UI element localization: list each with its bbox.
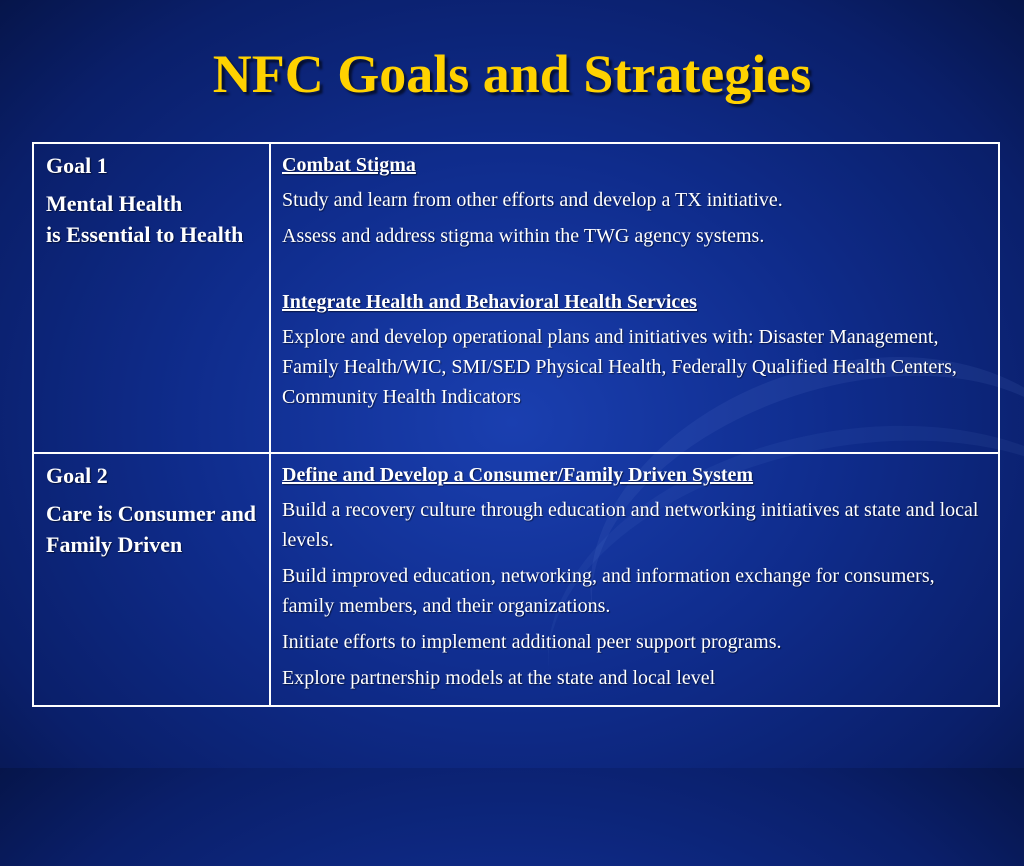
strategy-cell	[270, 453, 999, 706]
strategy-heading: Define and Develop a Consumer/Family Driven System	[282, 464, 754, 486]
strategy-item: Study and learn from other efforts and develop a TX initiative.	[282, 189, 783, 211]
slide-title: NFC Goals and Strategies	[212, 44, 812, 104]
goals-table	[32, 142, 1000, 707]
strategy-item: Assess and address stigma within the TWG agency systems.	[282, 225, 765, 247]
goal-row-1	[33, 143, 999, 453]
spacer	[282, 257, 988, 287]
goal-title-line: Care is Consumer and Family Driven	[46, 500, 257, 558]
strategy-item: Build improved education, networking, and information exchange for consumers, family members, and their organizations.	[282, 565, 935, 617]
strategy-cell	[270, 143, 999, 453]
strategy-item: Explore and develop operational plans and initiatives with: Disaster Management, Family Health/WIC, SMI/SED Physical Health, Federally Qualified Health Centers, Community Health Indicators	[282, 326, 957, 408]
goal-row-2	[33, 453, 999, 706]
strategy-item: Build a recovery culture through education and networking initiatives at state and local levels.	[282, 499, 979, 551]
goal-cell	[33, 143, 270, 453]
goal-title-line: is Essential to Health	[46, 222, 244, 248]
goal-cell	[33, 453, 270, 706]
goal-number: Goal 1	[46, 153, 108, 178]
strategy-heading: Integrate Health and Behavioral Health Services	[282, 291, 697, 313]
strategy-item: Explore partnership models at the state and local level	[282, 667, 716, 689]
strategy-heading: Combat Stigma	[282, 154, 416, 176]
goal-title-line: Mental Health	[46, 190, 183, 216]
goal-number: Goal 2	[46, 463, 108, 488]
strategy-item: Initiate efforts to implement additional peer support programs.	[282, 631, 782, 653]
